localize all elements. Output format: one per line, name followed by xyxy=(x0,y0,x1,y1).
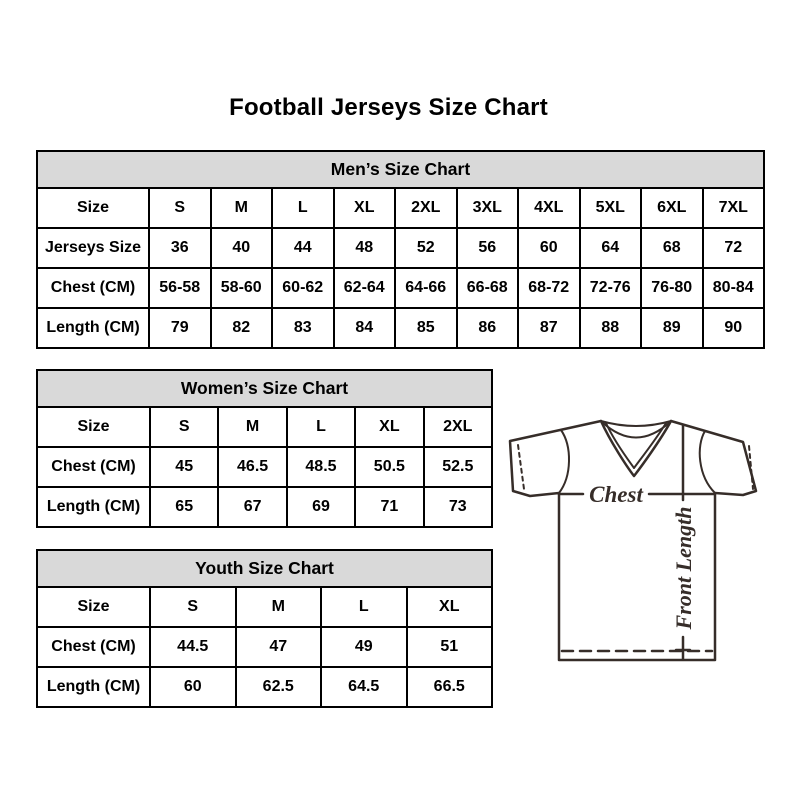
size-value-cell: 50.5 xyxy=(355,447,423,487)
size-value-cell: 2XL xyxy=(424,407,492,447)
jersey-outline xyxy=(510,421,756,660)
table-row xyxy=(37,407,492,447)
table-row xyxy=(37,667,492,707)
size-value-cell: L xyxy=(272,188,334,228)
size-value-cell: XL xyxy=(355,407,423,447)
size-value-cell: 72 xyxy=(703,228,765,268)
table-row xyxy=(37,228,764,268)
table-header-row xyxy=(37,550,492,587)
armhole-seam-right xyxy=(700,431,715,493)
size-value-cell: 89 xyxy=(641,308,703,348)
size-value-cell: M xyxy=(218,407,286,447)
size-value-cell: S xyxy=(149,188,211,228)
size-value-cell: 48.5 xyxy=(287,447,355,487)
size-value-cell: 47 xyxy=(236,627,322,667)
table-row xyxy=(37,587,492,627)
size-value-cell: M xyxy=(236,587,322,627)
table-row xyxy=(37,627,492,667)
row-label: Length (CM) xyxy=(37,308,149,348)
size-value-cell: 36 xyxy=(149,228,211,268)
size-value-cell: 60 xyxy=(518,228,580,268)
size-value-cell: 2XL xyxy=(395,188,457,228)
womens-size-table xyxy=(36,369,493,528)
size-value-cell: 85 xyxy=(395,308,457,348)
mens-size-table xyxy=(36,150,765,349)
size-value-cell: 62-64 xyxy=(334,268,396,308)
size-value-cell: 44 xyxy=(272,228,334,268)
size-value-cell: 87 xyxy=(518,308,580,348)
size-value-cell: 88 xyxy=(580,308,642,348)
size-value-cell: 60-62 xyxy=(272,268,334,308)
size-value-cell: 64 xyxy=(580,228,642,268)
size-value-cell: 73 xyxy=(424,487,492,527)
size-value-cell: 58-60 xyxy=(211,268,273,308)
size-value-cell: 68-72 xyxy=(518,268,580,308)
cuff-stitch-left xyxy=(518,445,524,489)
table-header-band: Youth Size Chart xyxy=(37,550,492,587)
size-value-cell: 56 xyxy=(457,228,519,268)
size-value-cell: 72-76 xyxy=(580,268,642,308)
size-value-cell: 52.5 xyxy=(424,447,492,487)
size-value-cell: 46.5 xyxy=(218,447,286,487)
size-value-cell: 49 xyxy=(321,627,407,667)
row-label: Length (CM) xyxy=(37,667,150,707)
size-value-cell: 83 xyxy=(272,308,334,348)
size-value-cell: 66.5 xyxy=(407,667,493,707)
size-value-cell: 56-58 xyxy=(149,268,211,308)
chest-label: Chest xyxy=(589,482,643,507)
size-value-cell: 4XL xyxy=(518,188,580,228)
size-value-cell: 5XL xyxy=(580,188,642,228)
size-value-cell: 80-84 xyxy=(703,268,765,308)
size-value-cell: 79 xyxy=(149,308,211,348)
size-value-cell: 68 xyxy=(641,228,703,268)
table-row xyxy=(37,447,492,487)
size-value-cell: 3XL xyxy=(457,188,519,228)
size-value-cell: 7XL xyxy=(703,188,765,228)
table-header-row xyxy=(37,370,492,407)
size-value-cell: 45 xyxy=(150,447,218,487)
page-title: Football Jerseys Size Chart xyxy=(229,94,548,121)
collar-top-curve xyxy=(601,421,671,426)
size-value-cell: 76-80 xyxy=(641,268,703,308)
size-value-cell: L xyxy=(287,407,355,447)
youth-size-table xyxy=(36,549,493,708)
size-value-cell: 65 xyxy=(150,487,218,527)
table-row xyxy=(37,268,764,308)
size-value-cell: 52 xyxy=(395,228,457,268)
size-value-cell: 66-68 xyxy=(457,268,519,308)
table-row xyxy=(37,487,492,527)
size-value-cell: 64.5 xyxy=(321,667,407,707)
table-header-band: Women’s Size Chart xyxy=(37,370,492,407)
row-label: Chest (CM) xyxy=(37,268,149,308)
size-value-cell: 86 xyxy=(457,308,519,348)
row-label: Chest (CM) xyxy=(37,447,150,487)
size-value-cell: XL xyxy=(334,188,396,228)
size-value-cell: 71 xyxy=(355,487,423,527)
table-row xyxy=(37,188,764,228)
size-value-cell: 64-66 xyxy=(395,268,457,308)
row-label: Size xyxy=(37,407,150,447)
size-value-cell: 67 xyxy=(218,487,286,527)
row-label: Size xyxy=(37,188,149,228)
size-value-cell: S xyxy=(150,587,236,627)
size-value-cell: 90 xyxy=(703,308,765,348)
jersey-measurement-diagram xyxy=(503,398,773,678)
size-value-cell: 6XL xyxy=(641,188,703,228)
size-value-cell: 82 xyxy=(211,308,273,348)
size-value-cell: 84 xyxy=(334,308,396,348)
table-header-band: Men’s Size Chart xyxy=(37,151,764,188)
size-value-cell: XL xyxy=(407,587,493,627)
row-label: Size xyxy=(37,587,150,627)
size-value-cell: 69 xyxy=(287,487,355,527)
row-label: Length (CM) xyxy=(37,487,150,527)
size-value-cell: L xyxy=(321,587,407,627)
size-value-cell: 60 xyxy=(150,667,236,707)
armhole-seam-left xyxy=(559,430,569,493)
size-value-cell: 62.5 xyxy=(236,667,322,707)
size-value-cell: 40 xyxy=(211,228,273,268)
table-row xyxy=(37,308,764,348)
size-value-cell: 44.5 xyxy=(150,627,236,667)
size-value-cell: M xyxy=(211,188,273,228)
table-header-row xyxy=(37,151,764,188)
row-label: Chest (CM) xyxy=(37,627,150,667)
size-value-cell: S xyxy=(150,407,218,447)
size-value-cell: 48 xyxy=(334,228,396,268)
front-length-label: Front Length xyxy=(671,506,696,630)
size-value-cell: 51 xyxy=(407,627,493,667)
row-label: Jerseys Size xyxy=(37,228,149,268)
